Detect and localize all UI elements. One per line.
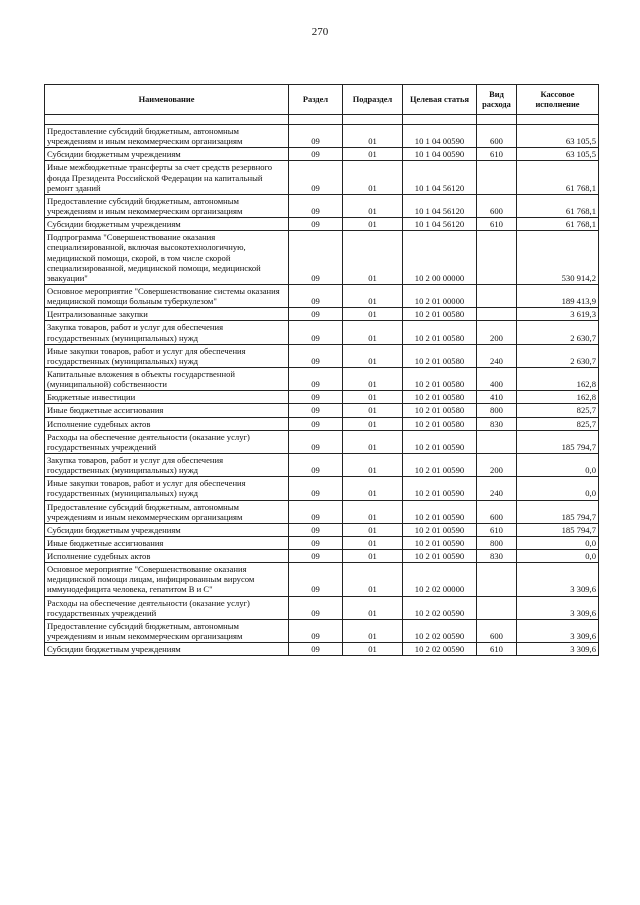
table-row [45,391,599,404]
cell-section: 09 [289,194,343,217]
cell-subsection: 01 [343,453,403,476]
table-row [45,218,599,231]
cell-expense-type [477,231,517,285]
cell-expense-type: 200 [477,453,517,476]
cell-subsection: 01 [343,596,403,619]
cell-cash-execution: 530 914,2 [517,231,599,285]
cell-name: Предоставление субсидий бюджетным, автономным учреждениям и иным некоммерческим организациям [45,125,289,148]
cell-cash-execution: 825,7 [517,404,599,417]
cell-target-article: 10 2 02 00590 [403,619,477,642]
header-expense-type: Вид расхода [477,85,517,115]
cell-section: 09 [289,430,343,453]
cell-section: 09 [289,391,343,404]
cell-section: 09 [289,344,343,367]
cell-section: 09 [289,500,343,523]
cell-name: Субсидии бюджетным учреждениям [45,218,289,231]
cell-target-article: 10 2 01 00590 [403,550,477,563]
cell-expense-type: 200 [477,321,517,344]
cell-subsection: 01 [343,125,403,148]
cell-cash-execution: 0,0 [517,550,599,563]
cell-target-article: 10 2 01 00580 [403,417,477,430]
cell-subsection: 01 [343,321,403,344]
table-row [45,523,599,536]
cell-section: 09 [289,536,343,549]
cell-target-article: 10 2 01 00590 [403,536,477,549]
cell-section: 09 [289,404,343,417]
spacer-cell [403,115,477,125]
cell-subsection: 01 [343,523,403,536]
cell-section: 09 [289,453,343,476]
cell-section: 09 [289,321,343,344]
cell-cash-execution: 185 794,7 [517,430,599,453]
cell-target-article: 10 2 01 00590 [403,430,477,453]
page-number: 270 [311,26,329,38]
table-header-row [45,85,599,115]
cell-expense-type: 410 [477,391,517,404]
cell-target-article: 10 2 01 00000 [403,284,477,307]
cell-subsection: 01 [343,430,403,453]
cell-name: Расходы на обеспечение деятельности (оказание услуг) государственных учреждений [45,430,289,453]
cell-name: Основное мероприятие "Совершенствование оказания медицинской помощи лицам, инфицированным вирусом иммунодефицита человека, гепатитом В и С" [45,563,289,596]
table-row [45,477,599,500]
cell-section: 09 [289,523,343,536]
cell-name: Исполнение судебных актов [45,417,289,430]
table-row [45,161,599,194]
cell-expense-type [477,596,517,619]
spacer-cell [343,115,403,125]
cell-section: 09 [289,161,343,194]
cell-expense-type: 400 [477,367,517,390]
cell-cash-execution: 185 794,7 [517,500,599,523]
cell-target-article: 10 2 01 00590 [403,500,477,523]
table-row [45,500,599,523]
cell-name: Предоставление субсидий бюджетным, автономным учреждениям и иным некоммерческим организациям [45,194,289,217]
cell-expense-type: 600 [477,619,517,642]
cell-name: Субсидии бюджетным учреждениям [45,523,289,536]
cell-cash-execution: 3 309,6 [517,643,599,656]
cell-target-article: 10 1 04 56120 [403,161,477,194]
cell-section: 09 [289,643,343,656]
cell-name: Подпрограмма "Совершенствование оказания специализированной, включая высокотехнологичную, медицинской помощи, скорой, в том числе скорой специализированной, медицинской помощи, медицинской эвакуации" [45,231,289,285]
cell-name: Иные бюджетные ассигнования [45,536,289,549]
cell-expense-type: 800 [477,404,517,417]
cell-expense-type [477,161,517,194]
cell-name: Субсидии бюджетным учреждениям [45,148,289,161]
budget-execution-table [44,84,599,656]
cell-expense-type: 610 [477,643,517,656]
cell-expense-type [477,284,517,307]
cell-target-article: 10 2 01 00580 [403,404,477,417]
cell-subsection: 01 [343,417,403,430]
cell-cash-execution: 61 768,1 [517,161,599,194]
cell-expense-type: 610 [477,218,517,231]
table-row [45,417,599,430]
cell-name: Иные межбюджетные трансферты за счет средств резервного фонда Президента Российской Федерации на капитальный ремонт зданий [45,161,289,194]
table-row [45,643,599,656]
cell-cash-execution: 0,0 [517,536,599,549]
cell-subsection: 01 [343,367,403,390]
cell-section: 09 [289,596,343,619]
cell-expense-type: 610 [477,148,517,161]
table-row [45,453,599,476]
spacer-cell [45,115,289,125]
cell-cash-execution: 2 630,7 [517,344,599,367]
cell-target-article: 10 2 02 00590 [403,643,477,656]
cell-expense-type: 830 [477,417,517,430]
spacer-cell [289,115,343,125]
cell-cash-execution: 61 768,1 [517,194,599,217]
cell-expense-type: 610 [477,523,517,536]
cell-expense-type: 800 [477,536,517,549]
spacer-row [45,115,599,125]
table-row [45,619,599,642]
table-row [45,308,599,321]
table-row [45,550,599,563]
cell-subsection: 01 [343,391,403,404]
cell-section: 09 [289,218,343,231]
cell-target-article: 10 2 01 00580 [403,308,477,321]
cell-subsection: 01 [343,619,403,642]
cell-name: Бюджетные инвестиции [45,391,289,404]
cell-cash-execution: 3 619,3 [517,308,599,321]
table-row [45,344,599,367]
table-row [45,284,599,307]
cell-subsection: 01 [343,477,403,500]
cell-name: Субсидии бюджетным учреждениям [45,643,289,656]
cell-target-article: 10 1 04 56120 [403,218,477,231]
cell-target-article: 10 2 01 00590 [403,453,477,476]
table-body [45,115,599,656]
header-target-article: Целевая статья [403,85,477,115]
cell-expense-type: 240 [477,477,517,500]
cell-name: Централизованные закупки [45,308,289,321]
table-row [45,231,599,285]
cell-subsection: 01 [343,404,403,417]
cell-name: Предоставление субсидий бюджетным, автономным учреждениям и иным некоммерческим организациям [45,500,289,523]
cell-subsection: 01 [343,563,403,596]
cell-name: Иные закупки товаров, работ и услуг для обеспечения государственных (муниципальных) нужд [45,344,289,367]
cell-name: Основное мероприятие "Совершенствование системы оказания медицинской помощи больным туберкулезом" [45,284,289,307]
cell-expense-type: 240 [477,344,517,367]
cell-name: Капитальные вложения в объекты государственной (муниципальной) собственности [45,367,289,390]
cell-cash-execution: 162,8 [517,367,599,390]
cell-subsection: 01 [343,536,403,549]
header-name: Наименование [45,85,289,115]
table-row [45,404,599,417]
cell-expense-type: 830 [477,550,517,563]
cell-target-article: 10 2 01 00580 [403,321,477,344]
cell-expense-type: 600 [477,194,517,217]
table-row [45,367,599,390]
header-subsection: Подраздел [343,85,403,115]
cell-cash-execution: 63 105,5 [517,148,599,161]
cell-expense-type [477,563,517,596]
cell-section: 09 [289,284,343,307]
cell-subsection: 01 [343,344,403,367]
cell-subsection: 01 [343,500,403,523]
cell-section: 09 [289,417,343,430]
cell-subsection: 01 [343,284,403,307]
spacer-cell [477,115,517,125]
table-row [45,596,599,619]
cell-cash-execution: 3 309,6 [517,596,599,619]
cell-section: 09 [289,619,343,642]
table-row [45,563,599,596]
cell-name: Расходы на обеспечение деятельности (оказание услуг) государственных учреждений [45,596,289,619]
cell-expense-type: 600 [477,500,517,523]
cell-cash-execution: 162,8 [517,391,599,404]
cell-section: 09 [289,367,343,390]
cell-target-article: 10 2 01 00580 [403,367,477,390]
cell-expense-type [477,430,517,453]
cell-section: 09 [289,148,343,161]
table-row [45,536,599,549]
cell-target-article: 10 1 04 00590 [403,125,477,148]
cell-subsection: 01 [343,194,403,217]
cell-subsection: 01 [343,308,403,321]
cell-cash-execution: 185 794,7 [517,523,599,536]
cell-subsection: 01 [343,231,403,285]
cell-target-article: 10 2 02 00000 [403,563,477,596]
cell-cash-execution: 3 309,6 [517,619,599,642]
cell-section: 09 [289,477,343,500]
cell-name: Закупка товаров, работ и услуг для обеспечения государственных (муниципальных) нужд [45,453,289,476]
cell-section: 09 [289,125,343,148]
cell-name: Предоставление субсидий бюджетным, автономным учреждениям и иным некоммерческим организациям [45,619,289,642]
table-row [45,321,599,344]
cell-cash-execution: 63 105,5 [517,125,599,148]
cell-subsection: 01 [343,643,403,656]
header-cash-execution: Кассовое исполнение [517,85,599,115]
table-row [45,430,599,453]
cell-name: Закупка товаров, работ и услуг для обеспечения государственных (муниципальных) нужд [45,321,289,344]
cell-section: 09 [289,308,343,321]
cell-target-article: 10 2 00 00000 [403,231,477,285]
cell-cash-execution: 0,0 [517,453,599,476]
cell-cash-execution: 2 630,7 [517,321,599,344]
cell-cash-execution: 3 309,6 [517,563,599,596]
header-section: Раздел [289,85,343,115]
cell-name: Иные бюджетные ассигнования [45,404,289,417]
cell-expense-type [477,308,517,321]
cell-subsection: 01 [343,148,403,161]
cell-expense-type: 600 [477,125,517,148]
cell-target-article: 10 2 01 00590 [403,523,477,536]
cell-name: Иные закупки товаров, работ и услуг для обеспечения государственных (муниципальных) нужд [45,477,289,500]
cell-cash-execution: 61 768,1 [517,218,599,231]
cell-cash-execution: 189 413,9 [517,284,599,307]
cell-target-article: 10 1 04 00590 [403,148,477,161]
cell-target-article: 10 2 02 00590 [403,596,477,619]
cell-target-article: 10 2 01 00590 [403,477,477,500]
cell-name: Исполнение судебных актов [45,550,289,563]
table-row [45,148,599,161]
table-row [45,194,599,217]
table-row [45,125,599,148]
cell-subsection: 01 [343,218,403,231]
cell-section: 09 [289,563,343,596]
spacer-cell [517,115,599,125]
cell-target-article: 10 2 01 00580 [403,344,477,367]
cell-cash-execution: 825,7 [517,417,599,430]
cell-target-article: 10 1 04 56120 [403,194,477,217]
cell-cash-execution: 0,0 [517,477,599,500]
cell-section: 09 [289,550,343,563]
cell-subsection: 01 [343,550,403,563]
cell-subsection: 01 [343,161,403,194]
cell-section: 09 [289,231,343,285]
cell-target-article: 10 2 01 00580 [403,391,477,404]
